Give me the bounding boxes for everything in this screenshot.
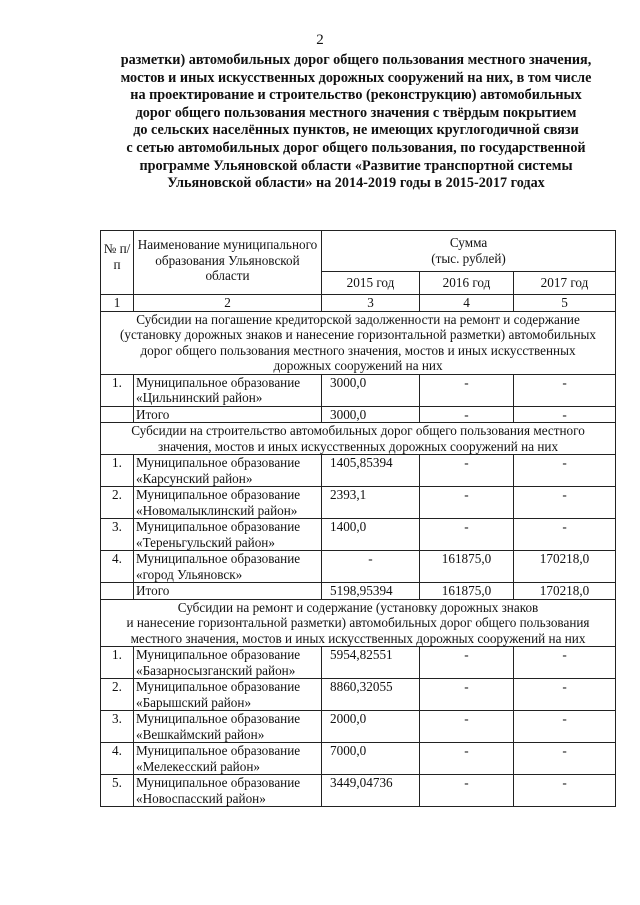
table-row: [101, 455, 616, 487]
total-2017: 170218,0: [514, 583, 616, 600]
row-name-line: Муниципальное образование: [136, 743, 301, 758]
section-title-line: Субсидии на строительство автомобильных дорог общего пользования местного: [131, 423, 585, 438]
heading-line: на проектирование и строительство (реконструкцию) автомобильных: [130, 87, 582, 104]
section-title-row: [101, 423, 616, 455]
heading-line: с сетью автомобильных дорог общего пользования, по государственной: [126, 139, 586, 156]
table-row: [101, 711, 616, 743]
row-name-line: Муниципальное образование: [136, 374, 301, 390]
heading-line: Ульяновской области» на 2014-2019 годы в 2015-2017 годах: [167, 175, 545, 192]
row-name-line: Муниципальное образование: [136, 551, 301, 566]
section-title: [101, 423, 616, 455]
value-2015: 2393,1: [322, 487, 420, 519]
row-name-line: «город Ульяновск»: [136, 566, 243, 582]
section-title-line: местного значения, мостов и иных искусственных дорожных сооружений на них: [130, 630, 586, 646]
value-2017: -: [514, 679, 616, 711]
heading-line: программе Ульяновской области «Развитие транспортной системы: [139, 157, 573, 174]
subsidy-table: [100, 230, 616, 807]
total-2016: -: [420, 406, 514, 423]
row-name: [134, 455, 322, 487]
row-number: 1.: [101, 374, 134, 406]
row-name-line: «Тереньгульский район»: [136, 534, 275, 550]
value-2016: -: [420, 455, 514, 487]
document-heading: [96, 52, 616, 193]
column-index: 4: [420, 295, 514, 312]
value-2016: -: [420, 374, 514, 406]
row-name-line: «Новоспасский район»: [136, 790, 266, 806]
heading-line: разметки) автомобильных дорог общего пользования местного значения,: [120, 52, 592, 68]
total-2015: 5198,95394: [322, 583, 420, 600]
row-number: 3.: [101, 711, 134, 743]
table-row: [101, 775, 616, 807]
value-2015: 3000,0: [322, 374, 420, 406]
header-number: № п/п: [101, 231, 134, 295]
column-index: 2: [134, 295, 322, 312]
heading-line: дорог общего пользования местного значения с твёрдым покрытием: [135, 104, 577, 121]
row-name-line: «Базарносызганский район»: [136, 662, 296, 678]
section-title-line: и нанесение горизонтальной разметки) автомобильных дорог общего пользования: [126, 615, 590, 630]
total-number: [101, 583, 134, 600]
value-2015: -: [322, 551, 420, 583]
section-title: [101, 311, 616, 374]
row-name-line: «Карсунский район»: [136, 470, 253, 486]
column-index: 3: [322, 295, 420, 312]
total-row: [101, 406, 616, 423]
row-name-line: «Цильнинский район»: [136, 390, 263, 405]
section-title-line: (установку дорожных знаков и нанесение горизонтальной разметки) автомобильных: [120, 327, 596, 342]
value-2017: -: [514, 374, 616, 406]
value-2017: 170218,0: [514, 551, 616, 583]
row-number: 4.: [101, 551, 134, 583]
section-title-row: [101, 599, 616, 647]
section-title-line: Субсидии на погашение кредиторской задолженности на ремонт и содержание: [136, 311, 580, 327]
table-row: [101, 679, 616, 711]
row-name: [134, 374, 322, 406]
total-label: Итого: [134, 406, 322, 423]
value-2016: -: [420, 711, 514, 743]
total-row: [101, 583, 616, 600]
table-row: [101, 551, 616, 583]
value-2016: -: [420, 775, 514, 807]
value-2017: -: [514, 711, 616, 743]
table-row: [101, 487, 616, 519]
row-number: 1.: [101, 455, 134, 487]
row-name-line: «Мелекесский район»: [136, 758, 260, 774]
value-2015: 8860,32055: [322, 679, 420, 711]
row-number: 4.: [101, 743, 134, 775]
row-number: 2.: [101, 679, 134, 711]
header-sum-unit: (тыс. рублей): [431, 250, 506, 266]
row-name-line: Муниципальное образование: [136, 487, 301, 502]
row-name: [134, 775, 322, 807]
row-number: 1.: [101, 647, 134, 679]
row-name-line: Муниципальное образование: [136, 519, 301, 534]
value-2017: -: [514, 487, 616, 519]
row-name: [134, 551, 322, 583]
section-title-line: значения, мостов и иных искусственных дорожных сооружений на них: [157, 438, 559, 454]
section-title-line: дорог общего пользования местного значения, мостов и иных искусственных: [140, 342, 576, 358]
value-2017: -: [514, 743, 616, 775]
value-2016: -: [420, 743, 514, 775]
row-name: [134, 487, 322, 519]
value-2016: 161875,0: [420, 551, 514, 583]
row-name: [134, 743, 322, 775]
total-2016: 161875,0: [420, 583, 514, 600]
row-name: [134, 647, 322, 679]
value-2015: 2000,0: [322, 711, 420, 743]
row-name: [134, 519, 322, 551]
value-2017: -: [514, 519, 616, 551]
value-2016: -: [420, 487, 514, 519]
table-header-row: [101, 231, 616, 272]
total-2017: -: [514, 406, 616, 423]
section-title-line: Субсидии на ремонт и содержание (установку дорожных знаков: [177, 599, 539, 615]
value-2015: 5954,82551: [322, 647, 420, 679]
row-name-line: «Барышский район»: [136, 694, 252, 710]
table-row: [101, 743, 616, 775]
value-2016: -: [420, 519, 514, 551]
row-number: 2.: [101, 487, 134, 519]
value-2015: 1400,0: [322, 519, 420, 551]
header-name: Наименование муниципального образования Ульяновской области: [134, 231, 322, 295]
header-sum-title: Сумма: [449, 235, 488, 250]
value-2017: -: [514, 647, 616, 679]
row-name-line: Муниципальное образование: [136, 711, 301, 726]
value-2017: -: [514, 775, 616, 807]
value-2015: 3449,04736: [322, 775, 420, 807]
value-2015: 7000,0: [322, 743, 420, 775]
table-row: [101, 647, 616, 679]
row-name-line: Муниципальное образование: [136, 775, 301, 790]
heading-line: мостов и иных искусственных дорожных сооружений на них, в том числе: [120, 69, 592, 86]
total-label: Итого: [134, 583, 322, 600]
section-title-line: дорожных сооружений на них: [273, 358, 443, 373]
row-number: 5.: [101, 775, 134, 807]
header-year-2015: 2015 год: [322, 272, 420, 295]
value-2016: -: [420, 679, 514, 711]
section-title-row: [101, 311, 616, 374]
value-2015: 1405,85394: [322, 455, 420, 487]
total-2015: 3000,0: [322, 406, 420, 423]
row-name-line: Муниципальное образование: [136, 679, 301, 694]
section-title: [101, 599, 616, 647]
table-row: [101, 519, 616, 551]
value-2016: -: [420, 647, 514, 679]
header-year-2016: 2016 год: [420, 272, 514, 295]
row-name-line: Муниципальное образование: [136, 455, 301, 470]
page-number: 2: [316, 32, 324, 48]
heading-line: до сельских населённых пунктов, не имеющих круглогодичной связи: [133, 122, 579, 139]
value-2017: -: [514, 455, 616, 487]
total-number: [101, 406, 134, 423]
column-index: 1: [101, 295, 134, 312]
row-name-line: «Вешкаймский район»: [136, 726, 265, 742]
row-name-line: Муниципальное образование: [136, 647, 301, 662]
row-number: 3.: [101, 519, 134, 551]
column-index: 5: [514, 295, 616, 312]
header-year-2017: 2017 год: [514, 272, 616, 295]
table-row: [101, 374, 616, 406]
header-sum: [322, 231, 616, 272]
row-name: [134, 679, 322, 711]
column-index-row: [101, 295, 616, 312]
row-name: [134, 711, 322, 743]
row-name-line: «Новомалыклинский район»: [136, 502, 298, 518]
